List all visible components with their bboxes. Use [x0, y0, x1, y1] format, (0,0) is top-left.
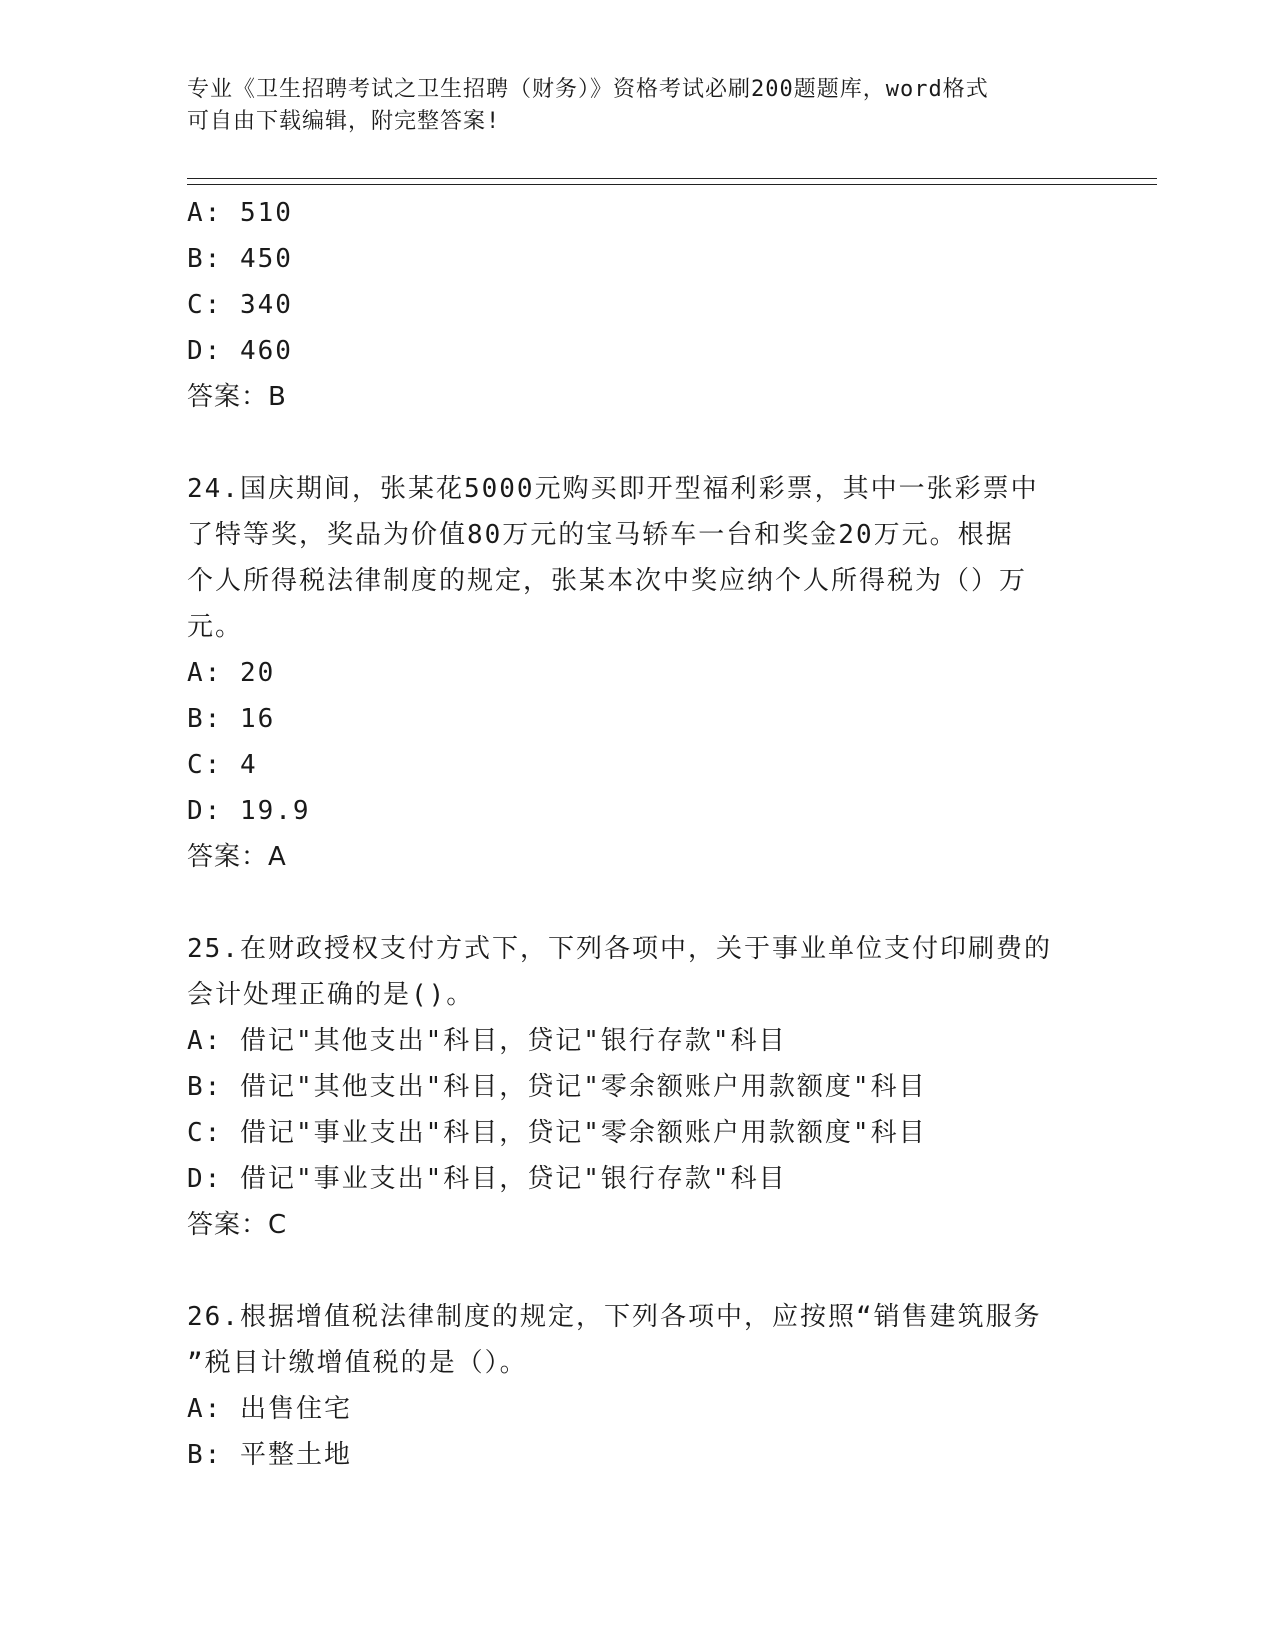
question-stem-line: 25.在财政授权支付方式下，下列各项中，关于事业单位支付印刷费的 [187, 934, 1052, 964]
header-line-1: 专业《卫生招聘考试之卫生招聘（财务）》资格考试必刷200题题库，word格式 [187, 77, 989, 102]
document-header [187, 74, 1087, 138]
question-25 [187, 926, 1087, 1248]
option-a: A: 510 [187, 198, 293, 228]
option-c: C: 340 [187, 290, 293, 320]
spacer [187, 880, 1087, 926]
header-line-2: 可自由下载编辑，附完整答案! [187, 109, 501, 134]
question-stem-line: 个人所得税法律制度的规定，张某本次中奖应纳个人所得税为（）万 [187, 566, 1028, 596]
question-stem-line: 24.国庆期间，张某花5000元购买即开型福利彩票，其中一张彩票中 [187, 474, 1039, 504]
question-23 [187, 190, 1087, 420]
option-b: B: 450 [187, 244, 293, 274]
option-a: A: 出售住宅 [187, 1394, 352, 1424]
header-rule-bottom [187, 184, 1157, 185]
question-stem-line: 元。 [187, 612, 244, 642]
question-26 [187, 1294, 1087, 1478]
spacer [187, 1248, 1087, 1294]
question-stem-line: 26.根据增值税法律制度的规定，下列各项中，应按照“销售建筑服务 [187, 1302, 1042, 1332]
spacer [187, 420, 1087, 466]
question-stem-line: ”税目计缴增值税的是（）。 [187, 1348, 528, 1378]
option-b: B: 平整土地 [187, 1440, 352, 1470]
option-d: D: 460 [187, 336, 293, 366]
option-c: C: 借记"事业支出"科目，贷记"零余额账户用款额度"科目 [187, 1118, 927, 1148]
document-body [187, 190, 1087, 1478]
option-b: B: 16 [187, 704, 276, 734]
question-stem-line: 了特等奖，奖品为价值80万元的宝马轿车一台和奖金20万元。根据 [187, 520, 1014, 550]
answer: 答案：A [187, 842, 287, 872]
answer: 答案：C [187, 1210, 288, 1240]
option-a: A: 20 [187, 658, 276, 688]
question-stem-line: 会计处理正确的是()。 [187, 980, 475, 1010]
option-b: B: 借记"其他支出"科目，贷记"零余额账户用款额度"科目 [187, 1072, 927, 1102]
question-24 [187, 466, 1087, 880]
answer: 答案：B [187, 382, 287, 412]
option-d: D: 19.9 [187, 796, 311, 826]
option-d: D: 借记"事业支出"科目，贷记"银行存款"科目 [187, 1164, 787, 1194]
option-c: C: 4 [187, 750, 258, 780]
header-rule-top [187, 178, 1157, 179]
option-a: A: 借记"其他支出"科目，贷记"银行存款"科目 [187, 1026, 787, 1056]
